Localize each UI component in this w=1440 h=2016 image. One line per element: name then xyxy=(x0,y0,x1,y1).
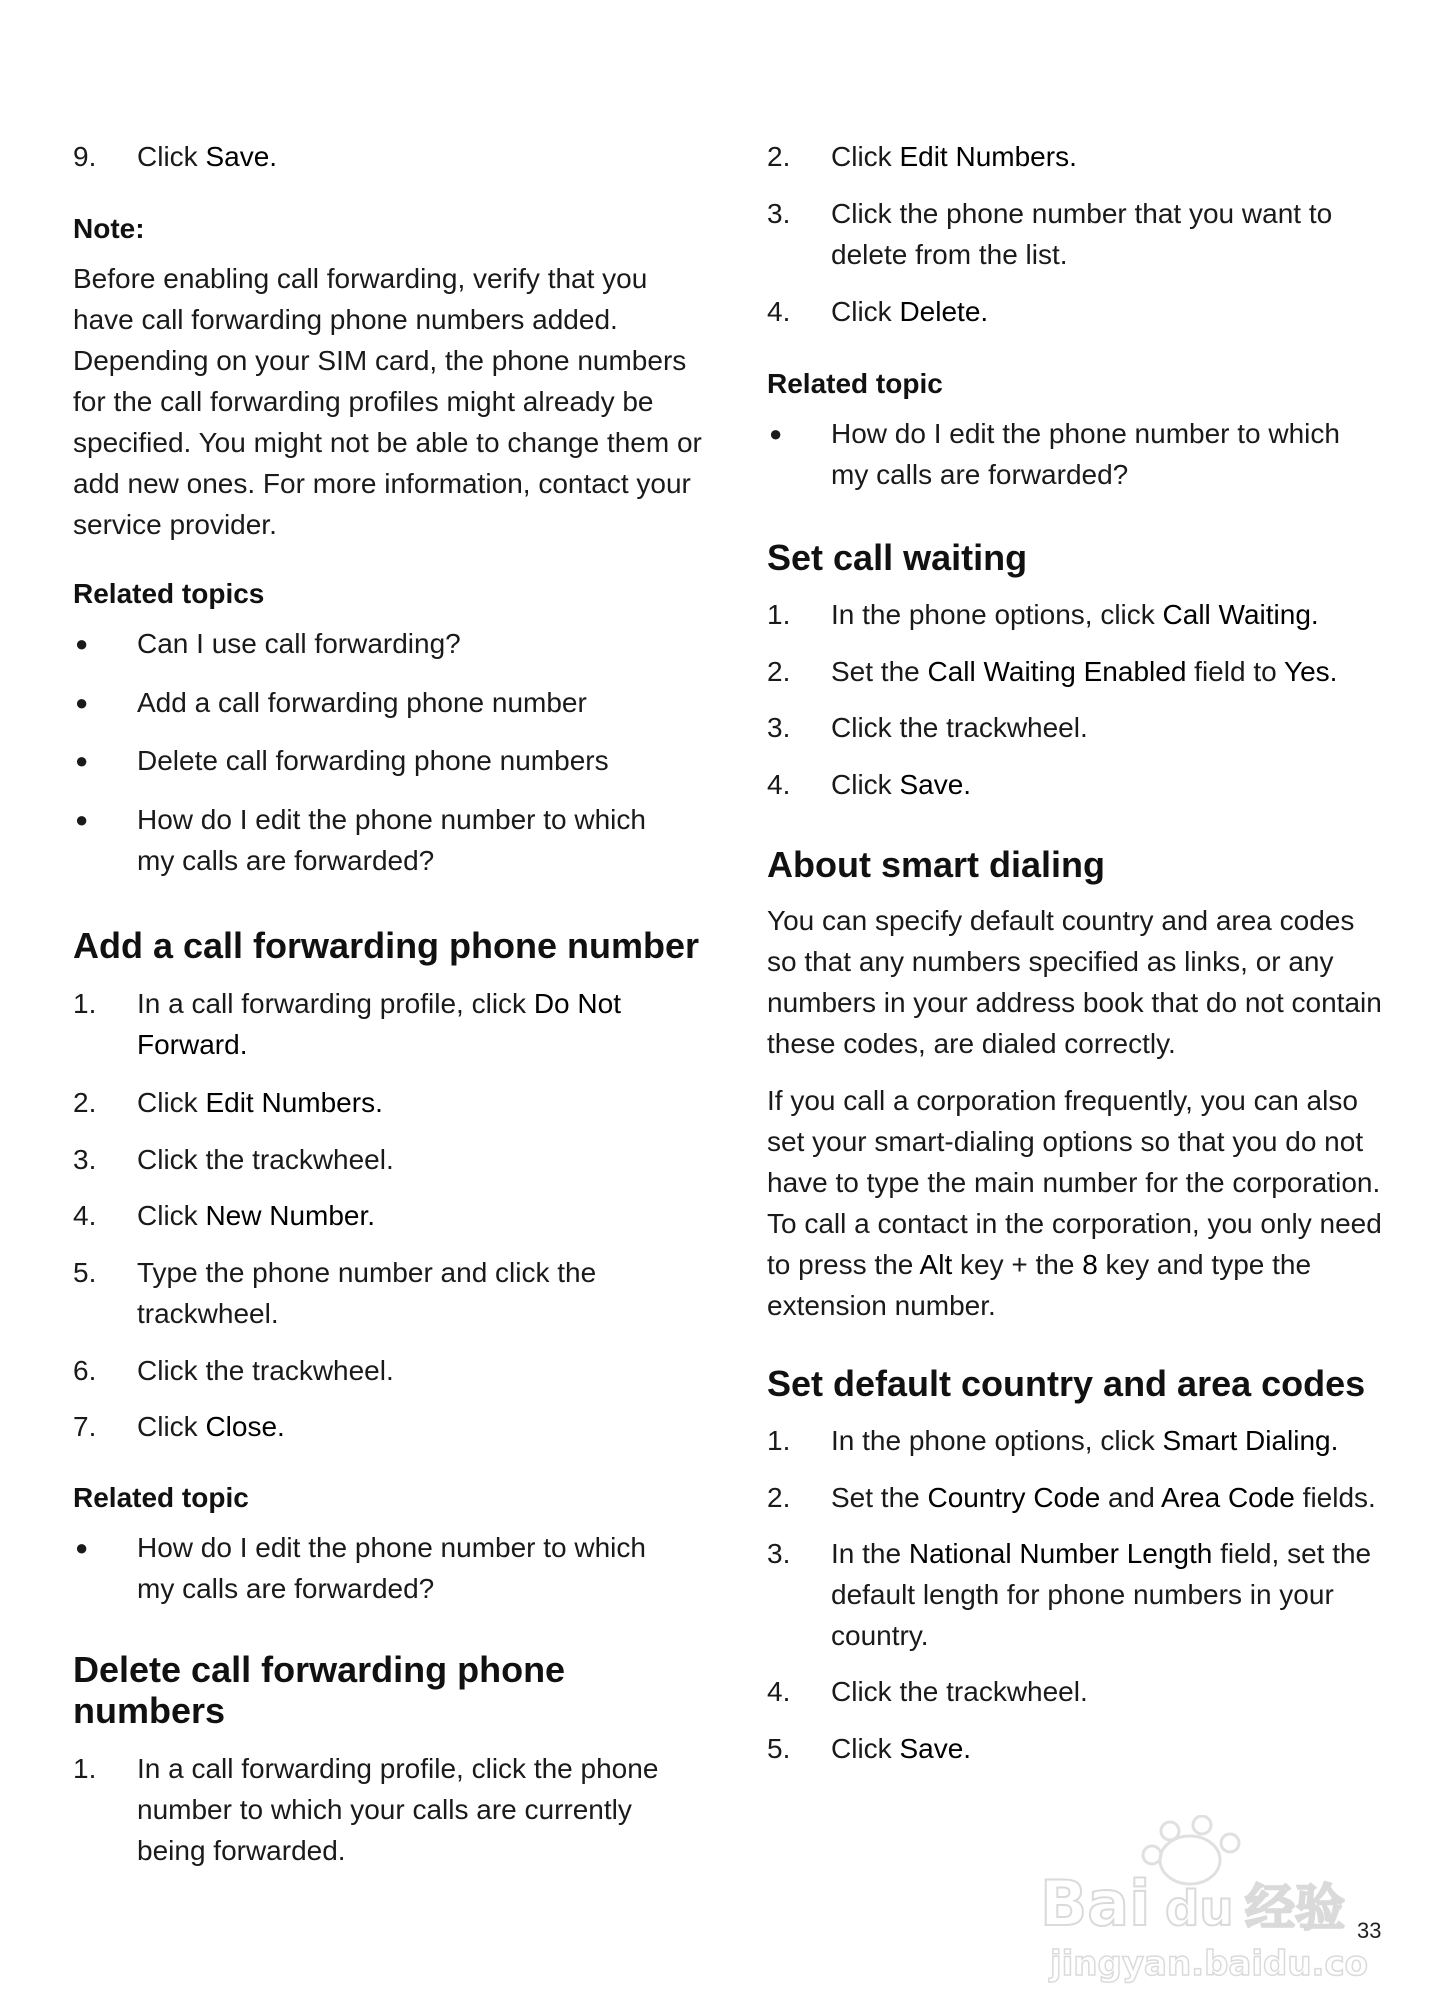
bullet-icon: ● xyxy=(75,631,89,656)
ui-label: Do Not Forward. xyxy=(137,988,621,1060)
related-topics-label: Related topics xyxy=(73,578,265,609)
heading-smart-dialing: About smart dialing xyxy=(767,844,1106,885)
key-label: 8 xyxy=(1082,1249,1098,1280)
heading-country-area-codes: Set default country and area codes xyxy=(767,1363,1366,1404)
bullet-icon: ● xyxy=(75,807,89,832)
ui-label: Smart Dialing. xyxy=(1162,1425,1339,1456)
delete-step: 2. Click Edit Numbers. xyxy=(767,141,1077,172)
waiting-step: 1. In the phone options, click Call Waiting. xyxy=(767,599,1319,630)
bullet-icon: ● xyxy=(75,1535,89,1560)
waiting-step: 4. Click Save. xyxy=(767,769,972,800)
ui-label: New Number. xyxy=(205,1200,376,1231)
ui-label: Edit Numbers. xyxy=(205,1087,383,1118)
heading-delete-forwarding: Delete call forwarding phone numbers xyxy=(73,1649,566,1731)
baidu-watermark-logo xyxy=(1040,1815,1370,2000)
step-9: 9. Click Save. xyxy=(73,136,703,177)
bullet-icon: ● xyxy=(75,748,89,773)
svg-text:经验: 经验 xyxy=(1245,1879,1345,1937)
bullet-icon: ● xyxy=(769,421,783,446)
related-topic-label: Related topic xyxy=(73,1482,249,1513)
delete-step: 3. Click the phone number that you want to delete from the list. xyxy=(767,198,1333,270)
svg-text:jingyan.baidu.com: jingyan.baidu.com xyxy=(1050,1944,1370,1984)
page-number: 33 xyxy=(1357,1918,1382,1943)
add-step: 2. Click Edit Numbers. xyxy=(73,1087,383,1118)
ui-label: Delete. xyxy=(899,296,989,327)
ui-label: Edit Numbers. xyxy=(899,141,1077,172)
baidu-paw-icon xyxy=(1040,1815,1370,2000)
related-topic-label: Related topic xyxy=(767,368,943,399)
related-topic-link[interactable]: ● How do I edit the phone number to which my calls are forwarded? xyxy=(767,413,1387,495)
related-topic-link[interactable]: ● Add a call forwarding phone number xyxy=(73,682,703,723)
step-number: 9. xyxy=(73,141,97,172)
delete-step: 1. In a call forwarding profile, click the phone number to which your calls are currently being forwarded. xyxy=(73,1753,659,1866)
add-step: 6. Click the trackwheel. xyxy=(73,1355,394,1386)
ui-label: Country Code xyxy=(927,1482,1101,1513)
ui-label: Save. xyxy=(899,1733,972,1764)
svg-text:du: du xyxy=(1165,1881,1234,1937)
ui-label: Yes. xyxy=(1283,656,1338,687)
waiting-step: 2. Set the Call Waiting Enabled field to Yes. xyxy=(767,656,1338,687)
ui-label: Close. xyxy=(205,1411,285,1442)
related-topic-link[interactable]: ● How do I edit the phone number to which my calls are forwarded? xyxy=(73,1527,703,1609)
add-step: 7. Click Close. xyxy=(73,1411,285,1442)
ui-label: Call Waiting Enabled xyxy=(927,656,1187,687)
smart-dialing-paragraph-2: If you call a corporation frequently, you can also set your smart-dialing options so that you do not have to type the main number for the corporation. To call a contact in the corporation, you only need to press the Alt key + the 8 key and type the extension number. xyxy=(767,1085,1382,1321)
heading-add-forwarding: Add a call forwarding phone number xyxy=(73,925,700,966)
add-step: 3. Click the trackwheel. xyxy=(73,1144,394,1175)
ui-label: Call Waiting. xyxy=(1162,599,1319,630)
ui-label: National Number Length xyxy=(908,1538,1213,1569)
bullet-icon: ● xyxy=(75,690,89,715)
svg-text:Bai: Bai xyxy=(1040,1867,1151,1940)
note-text: Before enabling call forwarding, verify that you have call forwarding phone numbers added. Depending on your SIM card, the phone numbers for the call forwarding profiles might already be specified. You might not be able to change them or add new ones. For more information, contact your service provider. xyxy=(73,263,702,540)
ui-label: Area Code xyxy=(1161,1482,1295,1513)
related-topic-link[interactable]: ● How do I edit the phone number to which my calls are forwarded? xyxy=(73,799,703,881)
key-label: Alt xyxy=(919,1249,953,1280)
note-label: Note: xyxy=(73,213,145,244)
waiting-step: 3. Click the trackwheel. xyxy=(767,712,1088,743)
related-topic-link[interactable]: ● Delete call forwarding phone numbers xyxy=(73,740,703,781)
add-step: 5. Type the phone number and click the trackwheel. xyxy=(73,1257,597,1329)
delete-step: 4. Click Delete. xyxy=(767,296,989,327)
smart-dialing-paragraph-1: You can specify default country and area codes so that any numbers specified as links, or any numbers in your address book that do not contain these codes, are dialed correctly. xyxy=(767,905,1382,1059)
heading-call-waiting: Set call waiting xyxy=(767,537,1028,578)
codes-step: 2. Set the Country Code and Area Code fields. xyxy=(767,1482,1376,1513)
add-step: 1. In a call forwarding profile, click Do Not Forward. xyxy=(73,988,621,1060)
codes-step: 5. Click Save. xyxy=(767,1733,972,1764)
codes-step: 1. In the phone options, click Smart Dialing. xyxy=(767,1425,1339,1456)
ui-label-save: Save. xyxy=(205,141,278,172)
add-step: 4. Click New Number. xyxy=(73,1200,376,1231)
ui-label: Save. xyxy=(899,769,972,800)
codes-step: 4. Click the trackwheel. xyxy=(767,1676,1088,1707)
related-topic-link[interactable]: ● Can I use call forwarding? xyxy=(73,623,703,664)
codes-step: 3. In the National Number Length field, set the default length for phone numbers in your country. xyxy=(767,1538,1372,1651)
